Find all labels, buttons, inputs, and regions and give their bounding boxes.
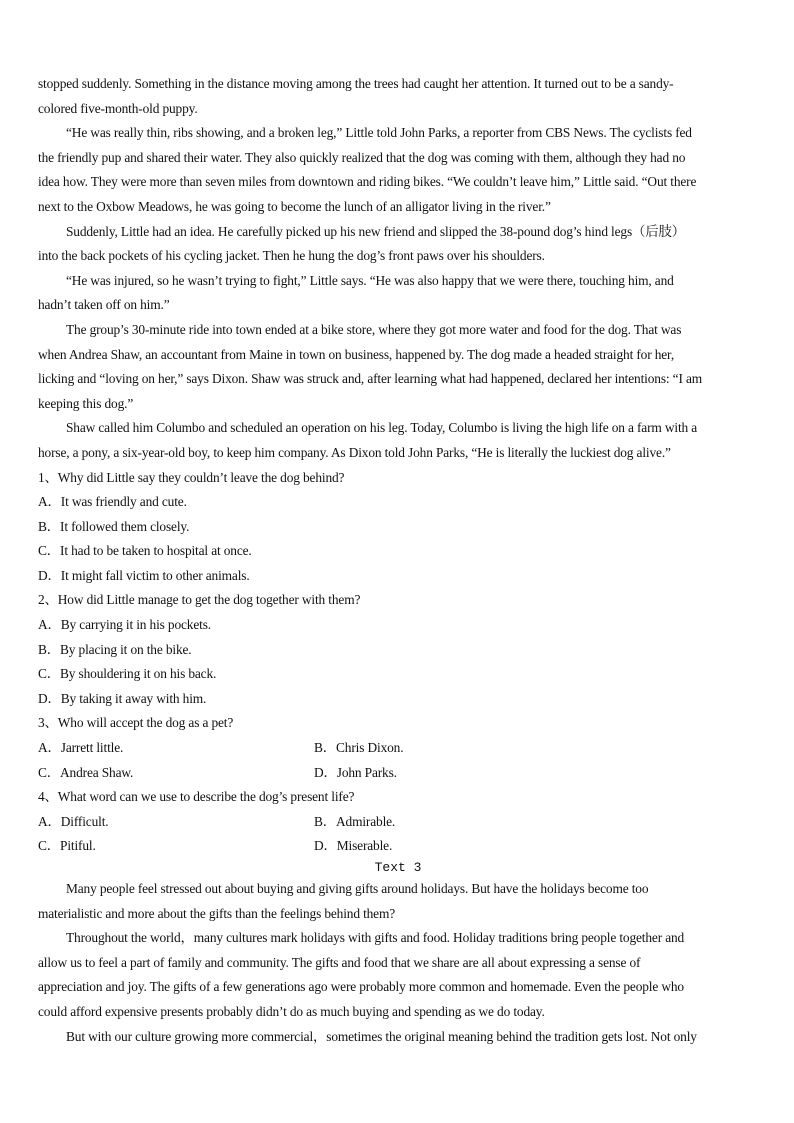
paragraph (38, 121, 758, 219)
answer-option: D．John Parks. (314, 764, 397, 780)
answer-option: C．It had to be taken to hospital at once. (38, 543, 252, 559)
text-line: colored five-month-old puppy. (38, 100, 198, 116)
question-4 (38, 785, 758, 859)
text-line: horse, a pony, a six-year-old boy, to keep him company. As Dixon told John Parks, “He is literally the luckiest dog alive.” (38, 444, 671, 460)
answer-option: C．Pitiful. (38, 838, 96, 854)
section-title: Text 3 (374, 860, 422, 875)
paragraph (38, 318, 758, 416)
question-1 (38, 466, 758, 589)
option-row (38, 834, 758, 859)
text-line: allow us to feel a part of family and community. The gifts and food that we share are all about expressing a sense of (38, 954, 641, 970)
text-line: “He was really thin, ribs showing, and a broken leg,” Little told John Parks, a reporter from CBS News. The cyclists fed (66, 125, 692, 141)
text-line: materialistic and more about the gifts than the feelings behind them? (38, 905, 396, 921)
text-line: could afford expensive presents probably didn’t do as much buying and spending as we do today. (38, 1003, 545, 1019)
paragraph (38, 926, 758, 1024)
text-line: licking and “loving on her,” says Dixon. Shaw was struck and, after learning what had happened, declared her intentions: “I am (38, 371, 703, 387)
question-stem: 4、What word can we use to describe the dog’s present life? (38, 789, 355, 805)
questions (38, 466, 758, 860)
answer-option: B．It followed them closely. (38, 518, 190, 534)
text-line: next to the Oxbow Meadows, he was going to become the lunch of an alligator living in the river.” (38, 198, 551, 214)
text-line: Shaw called him Columbo and scheduled an operation on his leg. Today, Columbo is living the high life on a farm with a (66, 420, 698, 436)
answer-option: D．It might fall victim to other animals. (38, 567, 250, 583)
paragraph (38, 72, 758, 121)
paragraph (38, 220, 758, 269)
text-line: “He was injured, so he wasn’t trying to fight,” Little says. “He was also happy that we were there, touching him, and (66, 272, 674, 288)
question-stem: 1、Why did Little say they couldn’t leave the dog behind? (38, 469, 345, 485)
text-line: But with our culture growing more commercial，sometimes the original meaning behind the tradition gets lost. Not only (66, 1028, 697, 1044)
option-row (38, 761, 758, 786)
answer-option: D．By taking it away with him. (38, 690, 207, 706)
question-2 (38, 588, 758, 711)
passage-text-2 (38, 72, 758, 466)
text-line: idea how. They were more than seven miles from downtown and riding bikes. “We couldn’t leave him,” Little said. “Out there (38, 174, 697, 190)
answer-option: A．Jarrett little. (38, 740, 124, 756)
text-line: keeping this dog.” (38, 395, 134, 411)
text-line: appreciation and joy. The gifts of a few generations ago were probably more common and homemade. Even the people who (38, 979, 684, 995)
question-stem: 3、Who will accept the dog as a pet? (38, 715, 234, 731)
text-line: Suddenly, Little had an idea. He carefully picked up his new friend and slipped the 38-pound dog’s hind legs（后肢） (66, 223, 685, 239)
option-row (38, 736, 758, 761)
paragraph (38, 269, 758, 318)
answer-option: A．It was friendly and cute. (38, 494, 187, 510)
answer-option: B．Admirable. (314, 813, 396, 829)
text-line: hadn’t taken off on him.” (38, 297, 170, 313)
text-line: the friendly pup and shared their water. They also quickly realized that the dog was coming with them, although they had no (38, 149, 686, 165)
text-line: Many people feel stressed out about buying and giving gifts around holidays. But have the holidays become too (66, 881, 649, 896)
text-line: The group’s 30-minute ride into town ended at a bike store, where they got more water and food for the dog. That was (66, 321, 682, 337)
paragraph (38, 877, 758, 926)
option-row (38, 810, 758, 835)
answer-option: C．By shouldering it on his back. (38, 666, 217, 682)
answer-option: B．Chris Dixon. (314, 740, 404, 756)
answer-option: A．Difficult. (38, 813, 109, 829)
text-line: Throughout the world，many cultures mark holidays with gifts and food. Holiday traditions bring people together and (66, 930, 685, 946)
answer-option: D．Miserable. (314, 838, 393, 854)
text-line: into the back pockets of his cycling jacket. Then he hung the dog’s front paws over his shoulders. (38, 248, 545, 264)
answer-option: A．By carrying it in his pockets. (38, 617, 211, 633)
answer-option: C．Andrea Shaw. (38, 764, 134, 780)
document-page (38, 72, 758, 1049)
text-line: when Andrea Shaw, an accountant from Maine in town on business, happened by. The dog made a headed straight for her, (38, 346, 675, 362)
question-stem: 2、How did Little manage to get the dog together with them? (38, 592, 361, 608)
paragraph (38, 416, 758, 465)
answer-option: B．By placing it on the bike. (38, 641, 192, 657)
question-3 (38, 711, 758, 785)
text-line: stopped suddenly. Something in the distance moving among the trees had caught her attention. It turned out to be a sandy- (38, 76, 674, 91)
passage-text-3 (38, 877, 758, 1049)
paragraph (38, 1025, 758, 1050)
